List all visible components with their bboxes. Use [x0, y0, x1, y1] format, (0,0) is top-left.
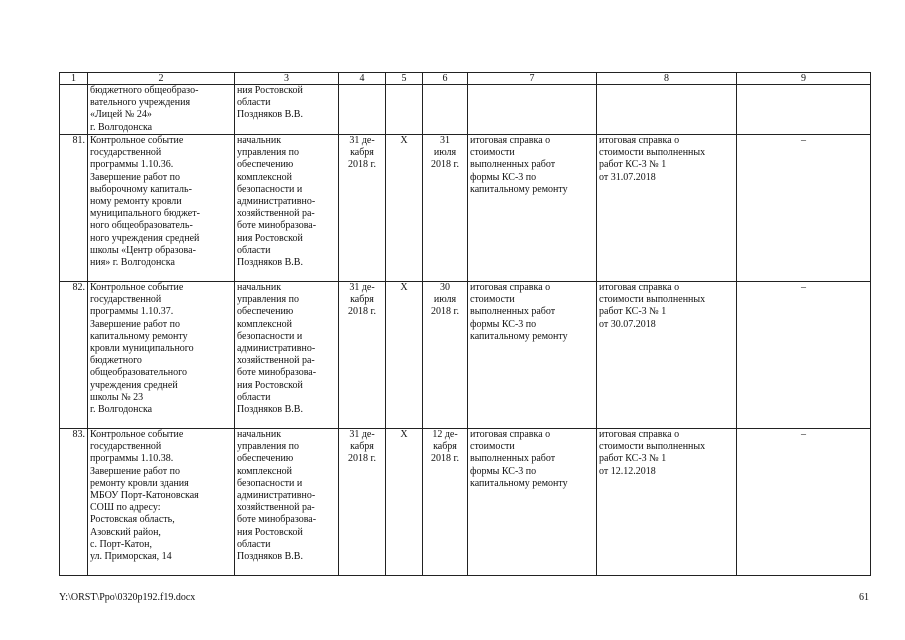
actual-date — [423, 85, 468, 135]
header-cell: 3 — [235, 73, 339, 85]
header-cell: 7 — [468, 73, 597, 85]
column-9-value: – — [737, 135, 871, 282]
table-row — [60, 85, 871, 135]
responsible-person: ния Ростовской области Поздняков В.В. — [235, 85, 339, 135]
table-row — [60, 429, 871, 576]
actual-date: 30 июля 2018 г. — [423, 282, 468, 429]
row-number: 81. — [60, 135, 88, 282]
planned-date: 31 де- кабря 2018 г. — [339, 282, 386, 429]
responsible-person: начальник управления по обеспечению комплексной безопасности и административно- хозяйственной ра- боте минобразова- ния Ростовской области Поздняков В.В. — [235, 282, 339, 429]
planned-date — [339, 85, 386, 135]
row-number — [60, 85, 88, 135]
header-cell: 4 — [339, 73, 386, 85]
footer-file-path: Y:\ORST\Ppo\0320p192.f19.docx — [59, 592, 196, 603]
column-9-value — [737, 85, 871, 135]
header-cell: 2 — [88, 73, 235, 85]
header-cell: 9 — [737, 73, 871, 85]
row-number: 83. — [60, 429, 88, 576]
control-events-table — [59, 72, 871, 576]
header-cell: 5 — [386, 73, 423, 85]
header-cell: 6 — [423, 73, 468, 85]
document-fact: итоговая справка о стоимости выполненных работ КС-3 № 1 от 12.12.2018 — [597, 429, 737, 576]
column-5-value: Х — [386, 135, 423, 282]
column-9-value: – — [737, 429, 871, 576]
document-fact — [597, 85, 737, 135]
column-5-value: Х — [386, 282, 423, 429]
actual-date: 31 июля 2018 г. — [423, 135, 468, 282]
table-row — [60, 135, 871, 282]
document-fact: итоговая справка о стоимости выполненных работ КС-3 № 1 от 31.07.2018 — [597, 135, 737, 282]
document-fact: итоговая справка о стоимости выполненных работ КС-3 № 1 от 30.07.2018 — [597, 282, 737, 429]
header-cell: 1 — [60, 73, 88, 85]
document-type — [468, 85, 597, 135]
table-header-row — [60, 73, 871, 85]
header-cell: 8 — [597, 73, 737, 85]
responsible-person: начальник управления по обеспечению комплексной безопасности и административно- хозяйственной ра- боте минобразова- ния Ростовской области Поздняков В.В. — [235, 429, 339, 576]
event-description: Контрольное событие государственной программы 1.10.37. Завершение работ по капитальному ремонту кровли муниципального бюджетного общеобразовательного учреждения средней школы № 23 г. Волгодонска — [88, 282, 235, 429]
document-type: итоговая справка о стоимости выполненных работ формы КС-3 по капитальному ремонту — [468, 429, 597, 576]
row-number: 82. — [60, 282, 88, 429]
planned-date: 31 де- кабря 2018 г. — [339, 429, 386, 576]
event-description: Контрольное событие государственной программы 1.10.38. Завершение работ по ремонту кровли здания МБОУ Порт-Катоновская СОШ по адресу: Ростовская область, Азовский район, с. Порт-Катон, ул. Приморская, 14 — [88, 429, 235, 576]
footer-page-number: 61 — [859, 592, 869, 603]
table-row — [60, 282, 871, 429]
document-type: итоговая справка о стоимости выполненных работ формы КС-3 по капитальному ремонту — [468, 135, 597, 282]
column-5-value: Х — [386, 429, 423, 576]
responsible-person: начальник управления по обеспечению комплексной безопасности и административно- хозяйственной ра- боте минобразова- ния Ростовской области Поздняков В.В. — [235, 135, 339, 282]
event-description: Контрольное событие государственной программы 1.10.36. Завершение работ по выборочному капиталь- ному ремонту кровли муниципального бюджет- ного общеобразователь- ного учреждения средней школы «Центр образова- ния» г. Волгодонска — [88, 135, 235, 282]
planned-date: 31 де- кабря 2018 г. — [339, 135, 386, 282]
document-type: итоговая справка о стоимости выполненных работ формы КС-3 по капитальному ремонту — [468, 282, 597, 429]
column-5-value — [386, 85, 423, 135]
column-9-value: – — [737, 282, 871, 429]
event-description: бюджетного общеобразо- вательного учреждения «Лицей № 24» г. Волгодонска — [88, 85, 235, 135]
actual-date: 12 де- кабря 2018 г. — [423, 429, 468, 576]
